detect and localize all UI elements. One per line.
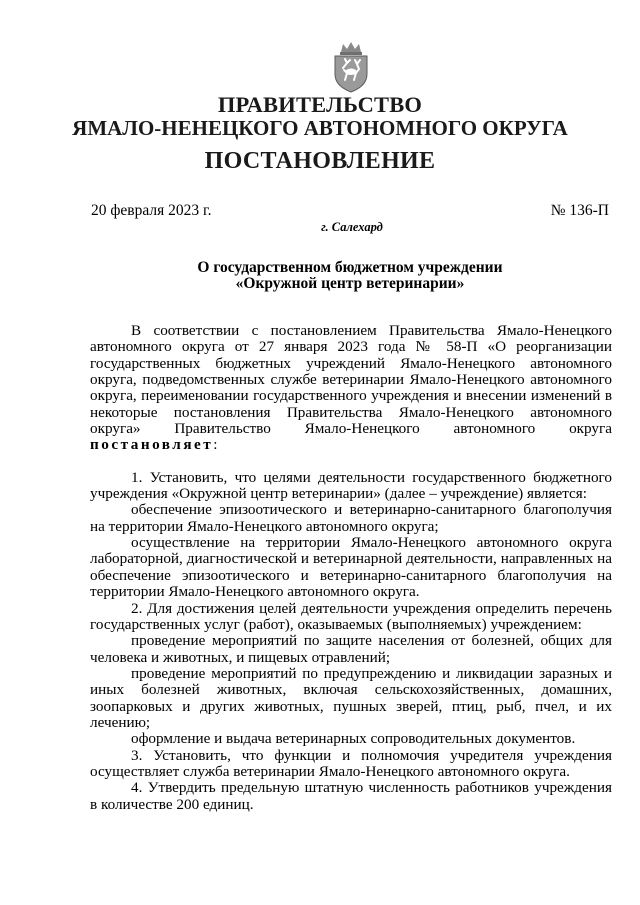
- preamble-colon: :: [213, 436, 218, 454]
- decree-title-line1: О государственном бюджетном учреждении: [197, 259, 503, 276]
- clause-paragraph: проведение мероприятий по предупреждению и ликвидации заразных и иных болезней животных, включая сельскохозяйственных, домашних, зоопарковых и других животных, пушных зверей, птиц, рыб, пчел, и их лечению;: [90, 664, 612, 731]
- document-number: № 136-П: [550, 202, 609, 219]
- clause-paragraph: проведение мероприятий по защите населения от болезней, общих для человека и животных, и пищевых отравлений;: [90, 632, 612, 666]
- clause-paragraph: оформление и выдача ветеринарных сопроводительных документов.: [131, 730, 576, 748]
- decides-word: постановляет: [90, 436, 214, 454]
- preamble-text: В соответствии с постановлением Правительства Ямало-Ненецкого автономного округа от 27 января 2023 года № 58-П «О реорганизации государственных бюджетных учреждений Ямало-Ненецкого автономного округа, подведомственных службе ветеринарии Ямало-Ненецкого автономного округа, переименовании государственного учреждения и внесении изменений в некоторые постановления Правительства Ямало-Ненецкого автономного округа» Правительство Ямало-Ненецкого автономного округа: [90, 322, 612, 438]
- decree-body: [90, 323, 612, 813]
- government-region: ЯМАЛО-НЕНЕЦКОГО АВТОНОМНОГО ОКРУГА: [72, 116, 568, 140]
- clause-paragraph: 4. Утвердить предельную штатную численность работников учреждения в количестве 200 единиц.: [90, 779, 612, 813]
- document-date: 20 февраля 2023 г.: [91, 202, 212, 219]
- clause-paragraph: 3. Установить, что функции и полномочия учредителя учреждения осуществляет служба ветеринарии Ямало-Ненецкого автономного округа.: [90, 746, 612, 780]
- preamble-paragraph: [90, 323, 612, 454]
- clause-paragraph: 1. Установить, что целями деятельности государственного бюджетного учреждения «Окружной центр ветеринарии» (далее – учреждение) является:: [90, 468, 612, 503]
- clause-paragraph: 2. Для достижения целей деятельности учреждения определить перечень государственных услуг (работ), оказываемых (выполняемых) учреждением:: [90, 599, 612, 633]
- document-type: ПОСТАНОВЛЕНИЕ: [204, 148, 436, 174]
- yamal-coat-of-arms-icon: [329, 40, 373, 94]
- clause-paragraph: обеспечение эпизоотического и ветеринарно-санитарного благополучия на территории Ямало-Ненецкого автономного округа;: [90, 501, 612, 535]
- decree-title: [90, 260, 610, 292]
- government-title: ПРАВИТЕЛЬСТВО: [217, 92, 423, 117]
- document-city: г. Салехард: [321, 220, 383, 234]
- decree-title-line2: «Окружной центр ветеринарии»: [235, 275, 465, 292]
- clause-paragraph: осуществление на территории Ямало-Ненецкого автономного округа лабораторной, диагностической и ветеринарной деятельности, направленных на обеспечение эпизоотического и ветеринарно-санитарного благополучия на территории Ямало-Ненецкого автономного округа.: [90, 534, 612, 601]
